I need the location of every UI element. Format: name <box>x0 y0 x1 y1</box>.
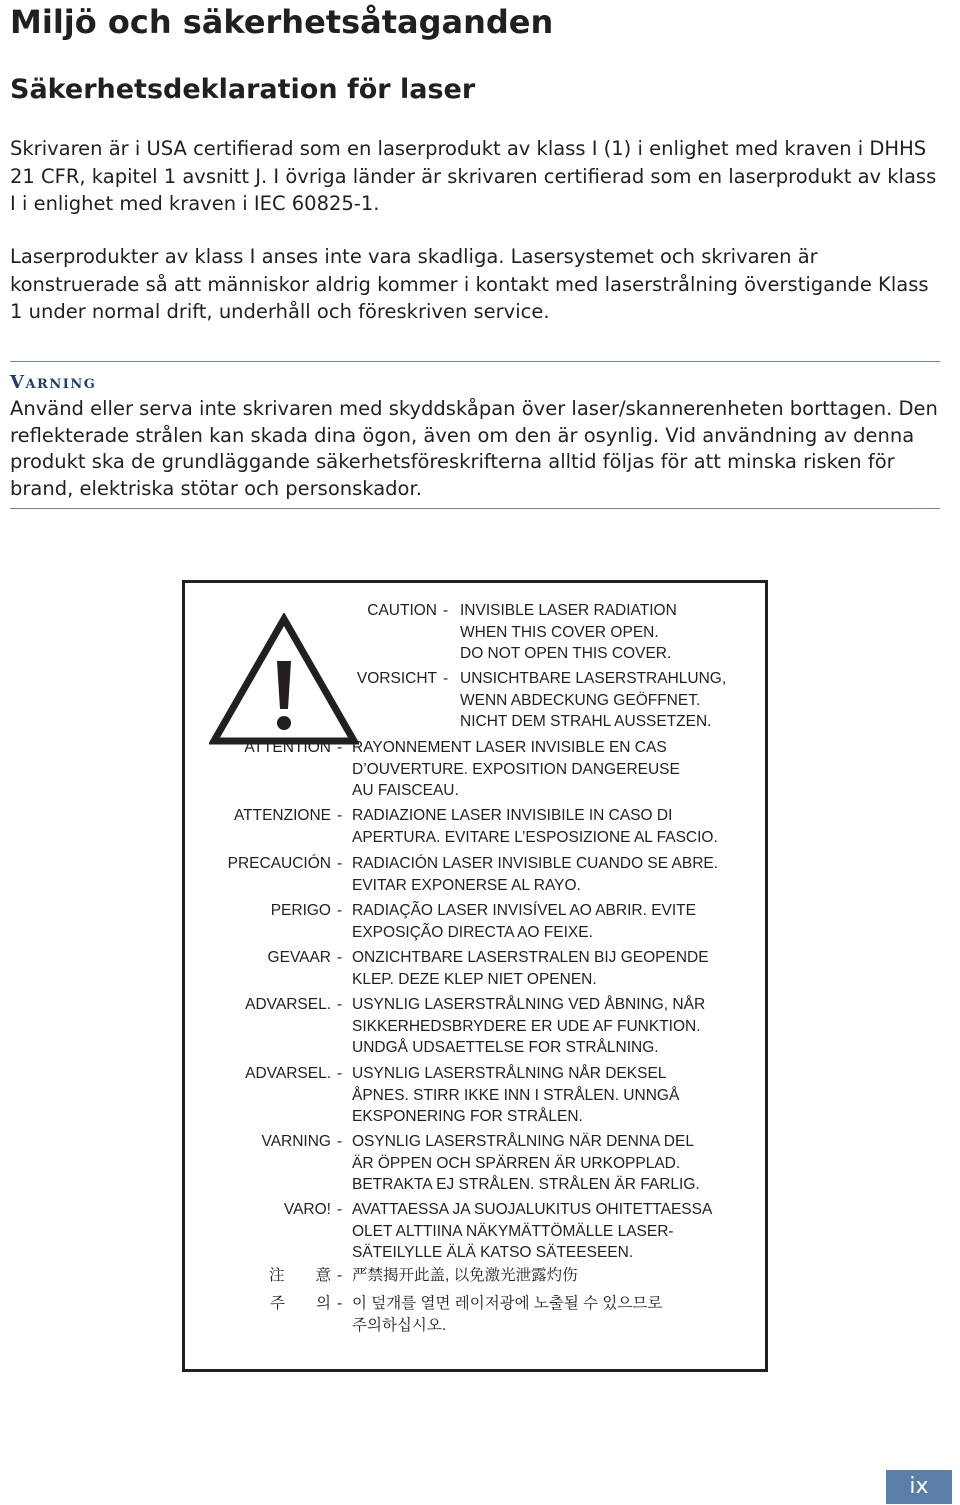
label-entry-line: D’OUVERTURE. EXPOSITION DANGEREUSE <box>352 760 680 778</box>
label-entry-dash: - <box>443 602 449 619</box>
label-entry <box>185 737 759 802</box>
label-entry-title: 注 意 <box>268 1267 331 1284</box>
label-entry-line: 이 덮개를 열면 레이저광에 노출될 수 있으므로 <box>352 1295 663 1312</box>
label-entry-title: PERIGO <box>270 902 331 919</box>
label-entry-title: VARNING <box>261 1133 331 1150</box>
label-entry-dash: - <box>337 1267 343 1284</box>
page-number: ix <box>886 1470 952 1504</box>
label-entry-line: RADIAZIONE LASER INVISIBILE IN CASO DI <box>352 807 673 824</box>
paragraph-certification: Skrivaren är i USA certifierad som en laserprodukt av klass I (1) i enlighet med kraven i DHHS 21 CFR, kapitel 1 avsnitt J. I övriga länder är skrivaren certifierad som en laserprodukt av klass I i enlighet med kraven i IEC 60825-1. <box>10 137 937 215</box>
label-entry-dash: - <box>443 670 449 687</box>
warning-heading: Varning <box>10 372 97 393</box>
label-entry-line: ONZICHTBARE LASERSTRALEN BIJ GEOPENDE <box>352 949 709 966</box>
label-entry-dash: - <box>337 1133 343 1150</box>
label-entry-line: OSYNLIG LASERSTRÅLNING NÄR DENNA DEL <box>352 1133 694 1150</box>
label-entry-dash: - <box>337 902 343 919</box>
label-entry <box>185 1265 759 1287</box>
label-entry-title: PRECAUCIÓN <box>227 855 331 872</box>
page-title: Miljö och säkerhetsåtaganden <box>10 3 554 41</box>
label-entry <box>185 1293 759 1336</box>
label-entry-line: INVISIBLE LASER RADIATION <box>460 602 677 619</box>
label-entry-dash: - <box>337 1065 343 1082</box>
label-entry-title: CAUTION <box>367 602 437 619</box>
label-entry-line: WHEN THIS COVER OPEN. <box>460 623 659 641</box>
label-entry-title: ADVARSEL. <box>245 1065 331 1082</box>
label-entry <box>185 1199 759 1264</box>
label-entry-title: 주 의 <box>270 1295 331 1312</box>
label-entry-line: RADIACIÓN LASER INVISIBLE CUANDO SE ABRE. <box>352 855 719 872</box>
label-entry <box>185 668 759 733</box>
label-entry-title: VARO! <box>283 1201 331 1218</box>
laser-caution-label <box>182 580 768 1372</box>
label-entry-line: UNDGÅ UDSAETTELSE FOR STRÅLNING. <box>352 1039 659 1056</box>
label-entry-line: EKSPONERING FOR STRÅLEN. <box>352 1108 583 1125</box>
label-entry-line: 严禁揭开此盖, 以免激光泄露灼伤 <box>352 1267 578 1284</box>
label-entry <box>185 805 759 848</box>
label-entry-line: KLEP. DEZE KLEP NIET OPENEN. <box>352 970 597 988</box>
label-entry-line: APERTURA. EVITARE L’ESPOSIZIONE AL FASCIO. <box>352 828 718 846</box>
label-entry-line: EVITAR EXPONERSE AL RAYO. <box>352 876 581 894</box>
label-entry-line: DO NOT OPEN THIS COVER. <box>460 645 672 662</box>
warning-text: Använd eller serva inte skrivaren med skyddskåpan över laser/skannerenheten borttagen. Den reflekterade strålen kan skada dina ögon, även om den är osynlig. Vid användning av denna produkt ska de grundläggande säkerhetsföreskrifterna alltid följas för att minska risken för brand, elektriska stötar och personskador. <box>10 397 938 500</box>
label-entry-title: ATTENTION <box>244 739 331 756</box>
section-title: Säkerhetsdeklaration för laser <box>10 74 476 105</box>
label-entry <box>185 900 759 943</box>
label-entry-line: EXPOSIÇÃO DIRECTA AO FEIXE. <box>352 923 593 941</box>
label-entry-line: BETRAKTA EJ STRÅLEN. STRÅLEN ÄR FARLIG. <box>352 1176 700 1193</box>
label-entry-dash: - <box>337 807 343 824</box>
label-entry <box>185 1063 759 1128</box>
label-entry-line: USYNLIG LASERSTRÅLNING VED ÅBNING, NÅR <box>352 996 706 1013</box>
label-entry-line: AVATTAESSA JA SUOJALUKITUS OHITETTAESSA <box>352 1201 713 1218</box>
label-entry-line: USYNLIG LASERSTRÅLNING NÅR DEKSEL <box>352 1065 667 1082</box>
label-entry-dash: - <box>337 739 343 756</box>
label-entry-line: SÄTEILYLLE ÄLÄ KATSO SÄTEESEEN. <box>352 1244 634 1261</box>
label-entry-dash: - <box>337 855 343 872</box>
label-entry-title: GEVAAR <box>267 949 331 966</box>
label-entry-line: ÄR ÖPPEN OCH SPÄRREN ÄR URKOPPLAD. <box>352 1154 681 1172</box>
label-entry-dash: - <box>337 1295 343 1312</box>
label-entry <box>185 600 759 665</box>
label-entry-title: VORSICHT <box>356 670 437 687</box>
label-entry-line: UNSICHTBARE LASERSTRAHLUNG, <box>460 670 727 687</box>
warning-box <box>10 361 940 509</box>
label-entry <box>185 1131 759 1196</box>
label-entry-line: OLET ALTTIINA NÄKYMÄTTÖMÄLLE LASER- <box>352 1222 674 1240</box>
label-entry <box>185 947 759 990</box>
label-entry-line: WENN ABDECKUNG GEÖFFNET. <box>460 691 701 709</box>
label-entry-line: ÅPNES. STIRR IKKE INN I STRÅLEN. UNNGÅ <box>352 1086 680 1104</box>
label-entry-line: RADIAÇÃO LASER INVISÍVEL AO ABRIR. EVITE <box>352 902 696 919</box>
label-entry-line: NICHT DEM STRAHL AUSSETZEN. <box>460 713 712 730</box>
label-entry-line: SIKKERHEDSBRYDERE ER UDE AF FUNKTION. <box>352 1017 701 1035</box>
label-entry-title: ADVARSEL. <box>245 996 331 1013</box>
label-entry-title: ATTENZIONE <box>233 807 331 824</box>
label-entry-dash: - <box>337 996 343 1013</box>
label-entry-line: 주의하십시오. <box>352 1316 447 1334</box>
label-entry-dash: - <box>337 949 343 966</box>
label-entry-line: RAYONNEMENT LASER INVISIBLE EN CAS <box>352 739 667 756</box>
paragraph-safety: Laserprodukter av klass I anses inte vara skadliga. Lasersystemet och skrivaren är konstruerade så att människor aldrig kommer i kontakt med laserstrålning överstigande Klass 1 under normal drift, underhåll och föreskriven service. <box>10 245 929 323</box>
label-entry <box>185 853 759 896</box>
label-entry <box>185 994 759 1059</box>
label-entry-dash: - <box>337 1201 343 1218</box>
label-entry-line: AU FAISCEAU. <box>352 782 459 799</box>
